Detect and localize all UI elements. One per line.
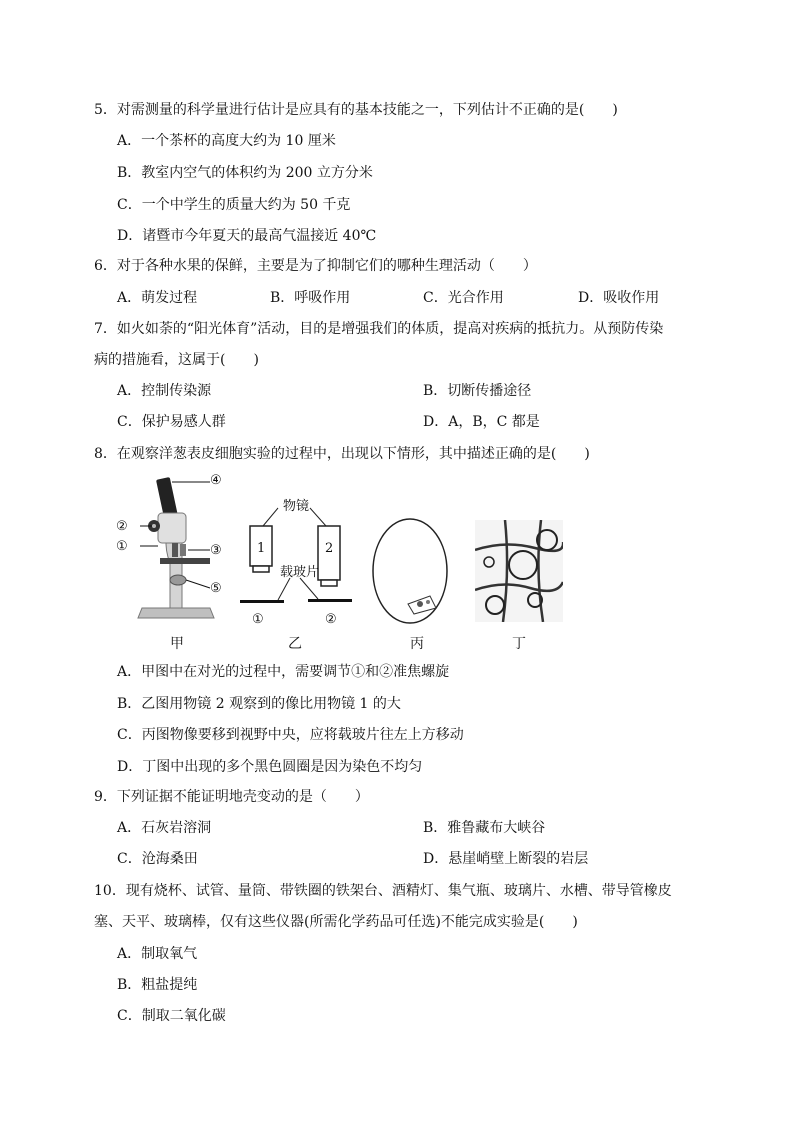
q9-stem: 9．下列证据不能证明地壳变动的是（ ）: [94, 789, 369, 805]
q6-option-c: C．光合作用: [423, 290, 504, 306]
objective-heading: 物镜: [283, 499, 310, 514]
q7-option-d: D．A，B，C 都是: [423, 414, 540, 430]
caption-bing: 丙: [410, 636, 424, 652]
caption-yi: 乙: [288, 636, 302, 652]
q9-option-a: A．石灰岩溶洞: [117, 820, 212, 836]
q8-option-d: D．丁图中出现的多个黑色圆圈是因为染色不均匀: [117, 759, 423, 775]
cell-view-figure: [475, 520, 563, 622]
q10-option-c: C．制取二氧化碳: [117, 1008, 226, 1024]
slide-2-label: ②: [325, 612, 337, 627]
slide-label: 载玻片: [280, 565, 320, 580]
q7-stem-line1: 7．如火如荼的“阳光体育”活动，目的是增强我们的体质，提高对疾病的抵抗力。从预防传染: [94, 321, 664, 337]
q9-option-b: B．雅鲁藏布大峡谷: [423, 820, 546, 836]
q9-option-d: D．悬崖峭壁上断裂的岩层: [423, 851, 589, 867]
q6-option-b: B．呼吸作用: [270, 290, 351, 306]
microscope-label-1: ①: [116, 539, 128, 554]
q5-stem: 5．对需测量的科学量进行估计是应具有的基本技能之一，下列估计不正确的是( ): [94, 102, 618, 118]
q5-option-c: C．一个中学生的质量大约为 50 千克: [117, 197, 351, 213]
q10-option-a: A．制取氧气: [117, 946, 198, 962]
q7-option-a: A．控制传染源: [117, 383, 212, 399]
q6-stem: 6．对于各种水果的保鲜，主要是为了抑制它们的哪种生理活动（ ）: [94, 258, 537, 274]
q8-option-b: B．乙图用物镜 2 观察到的像比用物镜 1 的大: [117, 696, 401, 712]
q7-option-c: C．保护易感人群: [117, 414, 226, 430]
slide-1-label: ①: [252, 612, 264, 627]
caption-ding: 丁: [512, 636, 526, 652]
microscope-label-3: ③: [210, 543, 222, 558]
q10-stem-line2: 塞、天平、玻璃棒，仅有这些仪器(所需化学药品可任选)不能完成实验是( ): [94, 914, 578, 930]
q7-option-b: B．切断传播途径: [423, 383, 532, 399]
objective-1-label: 1: [257, 541, 266, 556]
field-of-view-figure: [370, 516, 450, 626]
microscope-label-4: ④: [210, 473, 222, 488]
q7-stem-line2: 病的措施看，这属于( ): [94, 352, 259, 368]
q8-stem: 8．在观察洋葱表皮细胞实验的过程中，出现以下情形，其中描述正确的是( ): [94, 446, 590, 462]
caption-jia: 甲: [170, 636, 184, 652]
objective-2-label: 2: [325, 541, 334, 556]
microscope-label-2: ②: [116, 519, 128, 534]
q5-option-d: D．诸暨市今年夏天的最高气温接近 40℃: [117, 228, 377, 244]
q8-option-c: C．丙图物像要移到视野中央，应将载玻片往左上方移动: [117, 727, 464, 743]
q8-figure: [116, 468, 570, 658]
q6-option-a: A．萌发过程: [117, 290, 198, 306]
q5-option-a: A．一个茶杯的高度大约为 10 厘米: [117, 133, 336, 149]
q9-option-c: C．沧海桑田: [117, 851, 198, 867]
q5-option-b: B．教室内空气的体积约为 200 立方分米: [117, 165, 373, 181]
q10-option-b: B．粗盐提纯: [117, 977, 198, 993]
q8-option-a: A．甲图中在对光的过程中，需要调节①和②准焦螺旋: [117, 664, 450, 680]
microscope-label-5: ⑤: [210, 581, 222, 596]
q10-stem-line1: 10．现有烧杯、试管、量筒、带铁圈的铁架台、酒精灯、集气瓶、玻璃片、水槽、带导管橡皮: [94, 883, 672, 899]
q6-option-d: D．吸收作用: [578, 290, 660, 306]
